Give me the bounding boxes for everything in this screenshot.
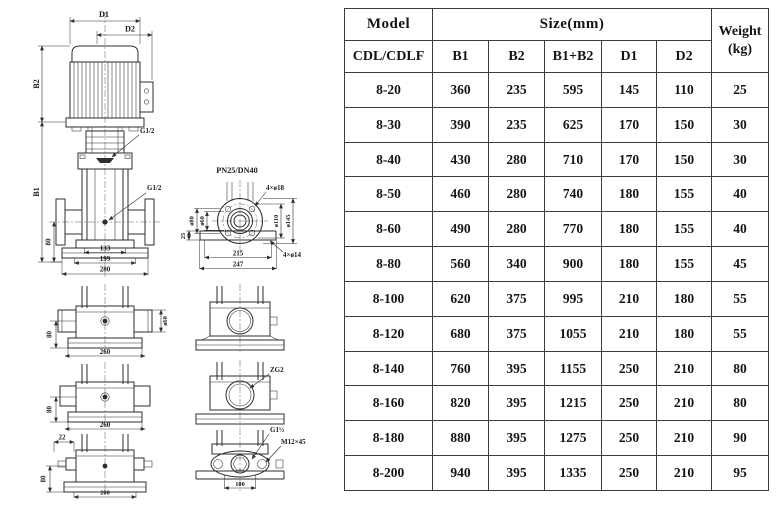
b2-cell: 375 [489,281,545,316]
weight-cell: 25 [712,73,769,108]
table-row [345,73,769,108]
b1-cell: 680 [433,316,489,351]
d2-cell: 180 [657,281,712,316]
main-front-view [32,10,162,277]
table-row [345,456,769,491]
model-cell: 8-40 [345,142,433,177]
dim-label-dia110: ø110 [273,214,280,228]
b1b2-cell: 995 [545,281,602,316]
header-col-d2: D2 [657,41,712,73]
dim-label-100: 100 [235,481,245,488]
dim-label-sv3-height: 80 [39,475,48,483]
thread-label-g1half: G1½ [270,426,285,434]
b1-cell: 620 [433,281,489,316]
model-cell: 8-180 [345,421,433,456]
dim-label-215: 215 [232,249,244,258]
table-row [345,142,769,177]
b1-cell: 390 [433,107,489,142]
dim-label-sv1-port: ø60 [162,316,169,326]
drawing-canvas [0,0,345,500]
b2-cell: 395 [489,386,545,421]
d2-cell: 155 [657,247,712,282]
b1-cell: 820 [433,386,489,421]
dim-label-sv3-width: 200 [100,489,110,497]
pump-technical-drawing [0,0,345,500]
size-table [344,8,769,491]
model-cell: 8-80 [345,247,433,282]
dim-label-b0: 80 [44,238,53,246]
d1-cell: 250 [602,351,657,386]
b2-cell: 235 [489,107,545,142]
table-row [345,281,769,316]
b1b2-cell: 710 [545,142,602,177]
b1-cell: 430 [433,142,489,177]
weight-cell: 30 [712,107,769,142]
dim-label-dia80: ø80 [188,216,196,226]
dim-label-247: 247 [232,260,244,269]
b1b2-cell: 1055 [545,316,602,351]
d1-cell: 180 [602,212,657,247]
b2-cell: 280 [489,212,545,247]
table-row [345,316,769,351]
model-cell: 8-30 [345,107,433,142]
base-side-view-1 [46,284,170,357]
header-weight-line1: Weight [718,24,762,39]
header-col-d1: D1 [602,41,657,73]
d1-cell: 170 [602,107,657,142]
thread-label-zg2: ZG2 [270,366,284,374]
d1-cell: 250 [602,456,657,491]
b2-cell: 395 [489,456,545,491]
b1-cell: 490 [433,212,489,247]
d1-cell: 210 [602,316,657,351]
model-cell: 8-140 [345,351,433,386]
dim-label-dia145: ø145 [285,214,292,228]
b1-cell: 460 [433,177,489,212]
weight-cell: 40 [712,212,769,247]
b1b2-cell: 740 [545,177,602,212]
table-row [345,386,769,421]
weight-cell: 30 [712,142,769,177]
model-cell: 8-200 [345,456,433,491]
b2-cell: 375 [489,316,545,351]
header-col-b2: B2 [489,41,545,73]
d2-cell: 150 [657,107,712,142]
header-weight [712,9,769,73]
b2-cell: 395 [489,421,545,456]
table-row [345,177,769,212]
d1-cell: 180 [602,177,657,212]
b1-cell: 760 [433,351,489,386]
b2-cell: 340 [489,247,545,282]
port-side-view-2 [196,360,284,426]
model-cell: 8-20 [345,73,433,108]
header-size-mm: Size(mm) [433,9,712,41]
d2-cell: 210 [657,351,712,386]
b2-cell: 235 [489,73,545,108]
b1-cell: 940 [433,456,489,491]
b1b2-cell: 1155 [545,351,602,386]
dimension-table-panel [344,8,768,491]
d1-cell: 250 [602,386,657,421]
bolt-label-m12x45: M12×45 [281,438,306,446]
model-cell: 8-50 [345,177,433,212]
base-side-view-2 [46,362,151,430]
dim-label-sv3-offset: 22 [58,433,66,442]
table-row [345,421,769,456]
dim-label-b1: B1 [32,187,41,197]
dim-label-d1: D1 [98,10,110,19]
model-cell: 8-120 [345,316,433,351]
dim-label-199: 199 [99,255,111,263]
header-model: Model [345,9,433,41]
d1-cell: 250 [602,421,657,456]
b1b2-cell: 900 [545,247,602,282]
weight-cell: 95 [712,456,769,491]
header-model-series: CDL/CDLF [345,41,433,73]
b1b2-cell: 625 [545,107,602,142]
weight-cell: 55 [712,316,769,351]
dim-label-d2: D2 [124,24,136,34]
b2-cell: 395 [489,351,545,386]
weight-cell: 45 [712,247,769,282]
port-side-view-1 [196,284,284,352]
dim-label-25: 25 [180,232,187,240]
dim-label-sv2-height: 80 [45,406,54,413]
b1b2-cell: 595 [545,73,602,108]
callout-4xd18: 4×ø18 [266,184,284,192]
table-row [345,107,769,142]
b1-cell: 360 [433,73,489,108]
base-side-view-3 [40,432,153,498]
table-header-row-2 [345,41,769,73]
b1b2-cell: 1335 [545,456,602,491]
weight-cell: 90 [712,421,769,456]
model-cell: 8-60 [345,212,433,247]
table-header-row-1 [345,9,769,41]
dim-label-dia60: ø60 [199,216,206,226]
b2-cell: 280 [489,177,545,212]
dim-label-280: 280 [99,265,111,274]
d1-cell: 170 [602,142,657,177]
d1-cell: 210 [602,281,657,316]
d1-cell: 180 [602,247,657,282]
d2-cell: 155 [657,212,712,247]
d2-cell: 110 [657,73,712,108]
flange-title: PN25/DN40 [216,166,258,175]
d2-cell: 210 [657,421,712,456]
port-label-g12-upper: G1/2 [140,127,155,135]
dim-label-sv1-height: 80 [45,331,54,338]
header-col-b1: B1 [433,41,489,73]
table-row [345,247,769,282]
model-cell: 8-100 [345,281,433,316]
port-bottom-view [196,426,306,492]
header-col-b1b2: B1+B2 [545,41,602,73]
dim-label-b2: B2 [32,79,41,89]
table-row [345,212,769,247]
b1-cell: 880 [433,421,489,456]
d2-cell: 210 [657,386,712,421]
dim-label-sv1-width: 260 [99,348,111,356]
dim-label-133: 133 [99,244,111,253]
b1-cell: 560 [433,247,489,282]
d2-cell: 155 [657,177,712,212]
callout-4xd14: 4×ø14 [283,251,301,259]
b1b2-cell: 1215 [545,386,602,421]
port-label-g12-lower: G1/2 [147,184,162,192]
b1b2-cell: 1275 [545,421,602,456]
table-row [345,351,769,386]
weight-cell: 40 [712,177,769,212]
size-table-body [345,73,769,491]
weight-cell: 80 [712,386,769,421]
weight-cell: 80 [712,351,769,386]
flange-section-view [180,166,301,269]
d2-cell: 210 [657,456,712,491]
d2-cell: 180 [657,316,712,351]
dim-label-sv2-width: 260 [99,421,111,429]
d2-cell: 150 [657,142,712,177]
terminal-box [140,82,153,112]
b2-cell: 280 [489,142,545,177]
model-cell: 8-160 [345,386,433,421]
header-weight-line2: (kg) [727,41,753,57]
d1-cell: 145 [602,73,657,108]
b1b2-cell: 770 [545,212,602,247]
weight-cell: 55 [712,281,769,316]
